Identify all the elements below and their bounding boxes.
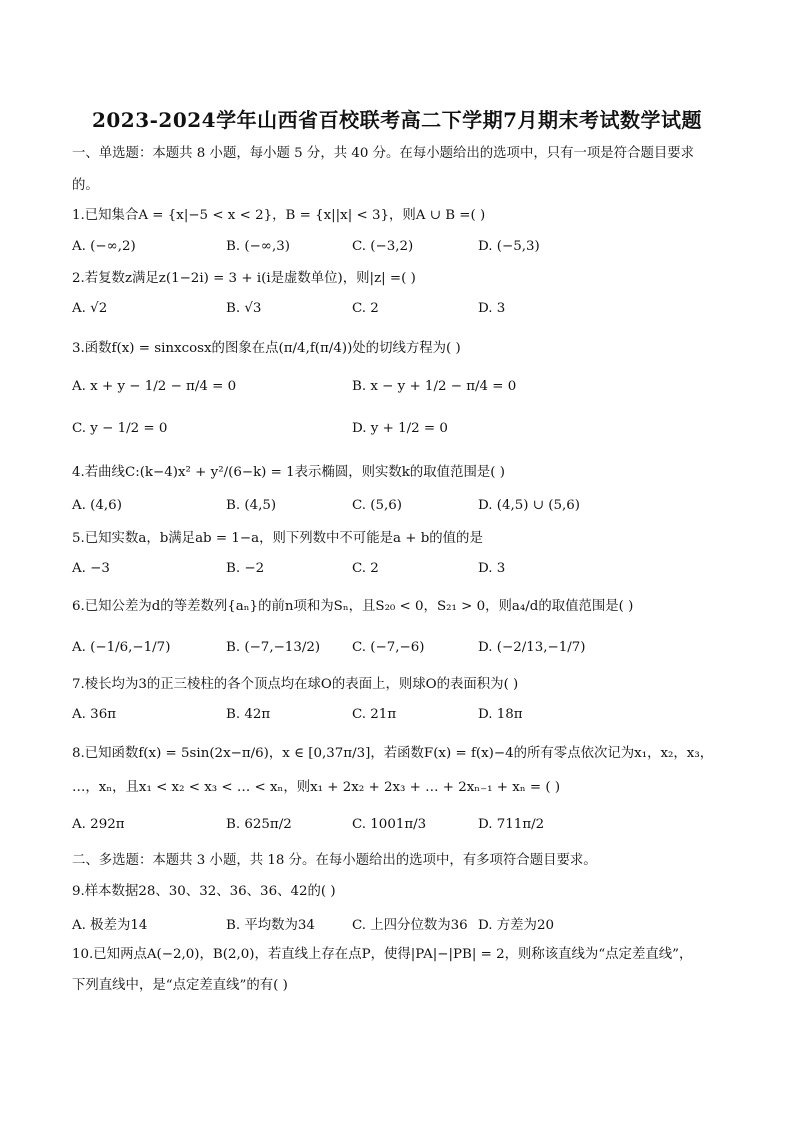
option-d[interactable]: D. (−5,3)	[478, 239, 540, 254]
option-b[interactable]: B. 625π/2	[226, 817, 292, 832]
option-a[interactable]: A. −3	[72, 561, 110, 576]
option-c[interactable]: C. (−3,2)	[352, 239, 414, 254]
question-5-stem: 5.已知实数a，b满足ab = 1−a，则下列数中不可能是a + b的值的是	[72, 531, 483, 546]
section-header-continuation: 的。	[72, 178, 99, 193]
option-a[interactable]: A. 极差为14	[72, 918, 148, 933]
question-2-stem: 2.若复数z满足z(1−2i) = 3 + i(i是虚数单位)，则|z| =( )	[72, 271, 416, 286]
question-8-options	[72, 817, 732, 835]
option-c[interactable]: C. y − 1/2 = 0	[72, 421, 168, 436]
option-c[interactable]: C. 1001π/3	[352, 817, 427, 832]
option-d[interactable]: D. 3	[478, 561, 506, 576]
question-10-stem-line1: 10.已知两点A(−2,0)，B(2,0)，若直线上存在点P，使得|PA|−|PB| = 2，则称该直线为“点定差直线”，	[72, 947, 693, 962]
question-7-options	[72, 707, 732, 725]
question-1-options	[72, 239, 732, 257]
option-c[interactable]: C. 2	[352, 561, 379, 576]
option-d[interactable]: D. (4,5) ∪ (5,6)	[478, 498, 580, 513]
option-a[interactable]: A. 36π	[72, 707, 117, 722]
question-9-stem: 9.样本数据28、30、32、36、36、42的( )	[72, 884, 336, 899]
option-a[interactable]: A. (4,6)	[72, 498, 122, 513]
question-4-options	[72, 498, 732, 516]
option-d[interactable]: D. 方差为20	[478, 918, 554, 933]
option-a[interactable]: A. (−∞,2)	[72, 239, 136, 254]
question-3-options-row2	[72, 421, 732, 439]
option-c[interactable]: C. 上四分位数为36	[352, 918, 468, 933]
option-b[interactable]: B. (−7,−13/2)	[226, 640, 321, 655]
option-c[interactable]: C. 21π	[352, 707, 397, 722]
option-d[interactable]: D. 18π	[478, 707, 523, 722]
option-b[interactable]: B. −2	[226, 561, 265, 576]
option-a[interactable]: A. x + y − 1/2 − π/4 = 0	[72, 379, 237, 394]
question-7-stem: 7.棱长均为3的正三棱柱的各个顶点均在球O的表面上，则球O的表面积为( )	[72, 677, 519, 692]
question-6-stem: 6.已知公差为d的等差数列{aₙ}的前n项和为Sₙ，且S₂₀ < 0，S₂₁ > 0，则a₄/d的取值范围是( )	[72, 599, 634, 614]
question-10-stem-line2: 下列直线中，是“点定差直线”的有( )	[72, 978, 288, 993]
option-b[interactable]: B. 平均数为34	[226, 918, 315, 933]
option-c[interactable]: C. 2	[352, 301, 379, 316]
option-d[interactable]: D. y + 1/2 = 0	[352, 421, 448, 436]
option-b[interactable]: B. 42π	[226, 707, 271, 722]
question-8-stem-line1: 8.已知函数f(x) = 5sin(2x−π/6)，x ∈ [0,37π/3]，若函数F(x) = f(x)−4的所有零点依次记为x₁，x₂，x₃，	[72, 746, 714, 761]
question-3-stem: 3.函数f(x) = sinxcosx的图象在点(π/4,f(π/4))处的切线方程为( )	[72, 341, 461, 356]
question-3-options-row1	[72, 379, 732, 397]
option-d[interactable]: D. 711π/2	[478, 817, 545, 832]
section-header-single-choice: 一、单选题：本题共 8 小题，每小题 5 分，共 40 分。在每小题给出的选项中，只有一项是符合题目要求	[72, 146, 695, 161]
question-5-options	[72, 561, 732, 579]
question-4-stem: 4.若曲线C:(k−4)x² + y²/(6−k) = 1表示椭圆，则实数k的取值范围是( )	[72, 465, 505, 480]
option-a[interactable]: A. (−1/6,−1/7)	[72, 640, 171, 655]
question-8-stem-line2: …，xₙ，且x₁ < x₂ < x₃ < … < xₙ，则x₁ + 2x₂ + 2x₃ + … + 2xₙ₋₁ + xₙ = ( )	[72, 780, 561, 795]
page-title: 2023-2024学年山西省百校联考高二下学期7月期末考试数学试题	[91, 108, 703, 132]
option-c[interactable]: C. (5,6)	[352, 498, 403, 513]
option-c[interactable]: C. (−7,−6)	[352, 640, 425, 655]
question-9-options	[72, 914, 732, 932]
question-6-options	[72, 640, 732, 658]
option-b[interactable]: B. (4,5)	[226, 498, 277, 513]
option-b[interactable]: B. (−∞,3)	[226, 239, 290, 254]
option-d[interactable]: D. (−2/13,−1/7)	[478, 640, 586, 655]
option-d[interactable]: D. 3	[478, 301, 506, 316]
question-1-stem: 1.已知集合A = {x|−5 < x < 2}，B = {x||x| < 3}，则A ∪ B =( )	[72, 208, 486, 223]
option-b[interactable]: B. √3	[226, 301, 262, 316]
option-a[interactable]: A. 292π	[72, 817, 125, 832]
question-2-options	[72, 301, 732, 319]
section-header-multiple-choice: 二、多选题：本题共 3 小题，共 18 分。在每小题给出的选项中，有多项符合题目要求。	[72, 853, 597, 868]
option-b[interactable]: B. x − y + 1/2 − π/4 = 0	[352, 379, 517, 394]
option-a[interactable]: A. √2	[72, 301, 108, 316]
